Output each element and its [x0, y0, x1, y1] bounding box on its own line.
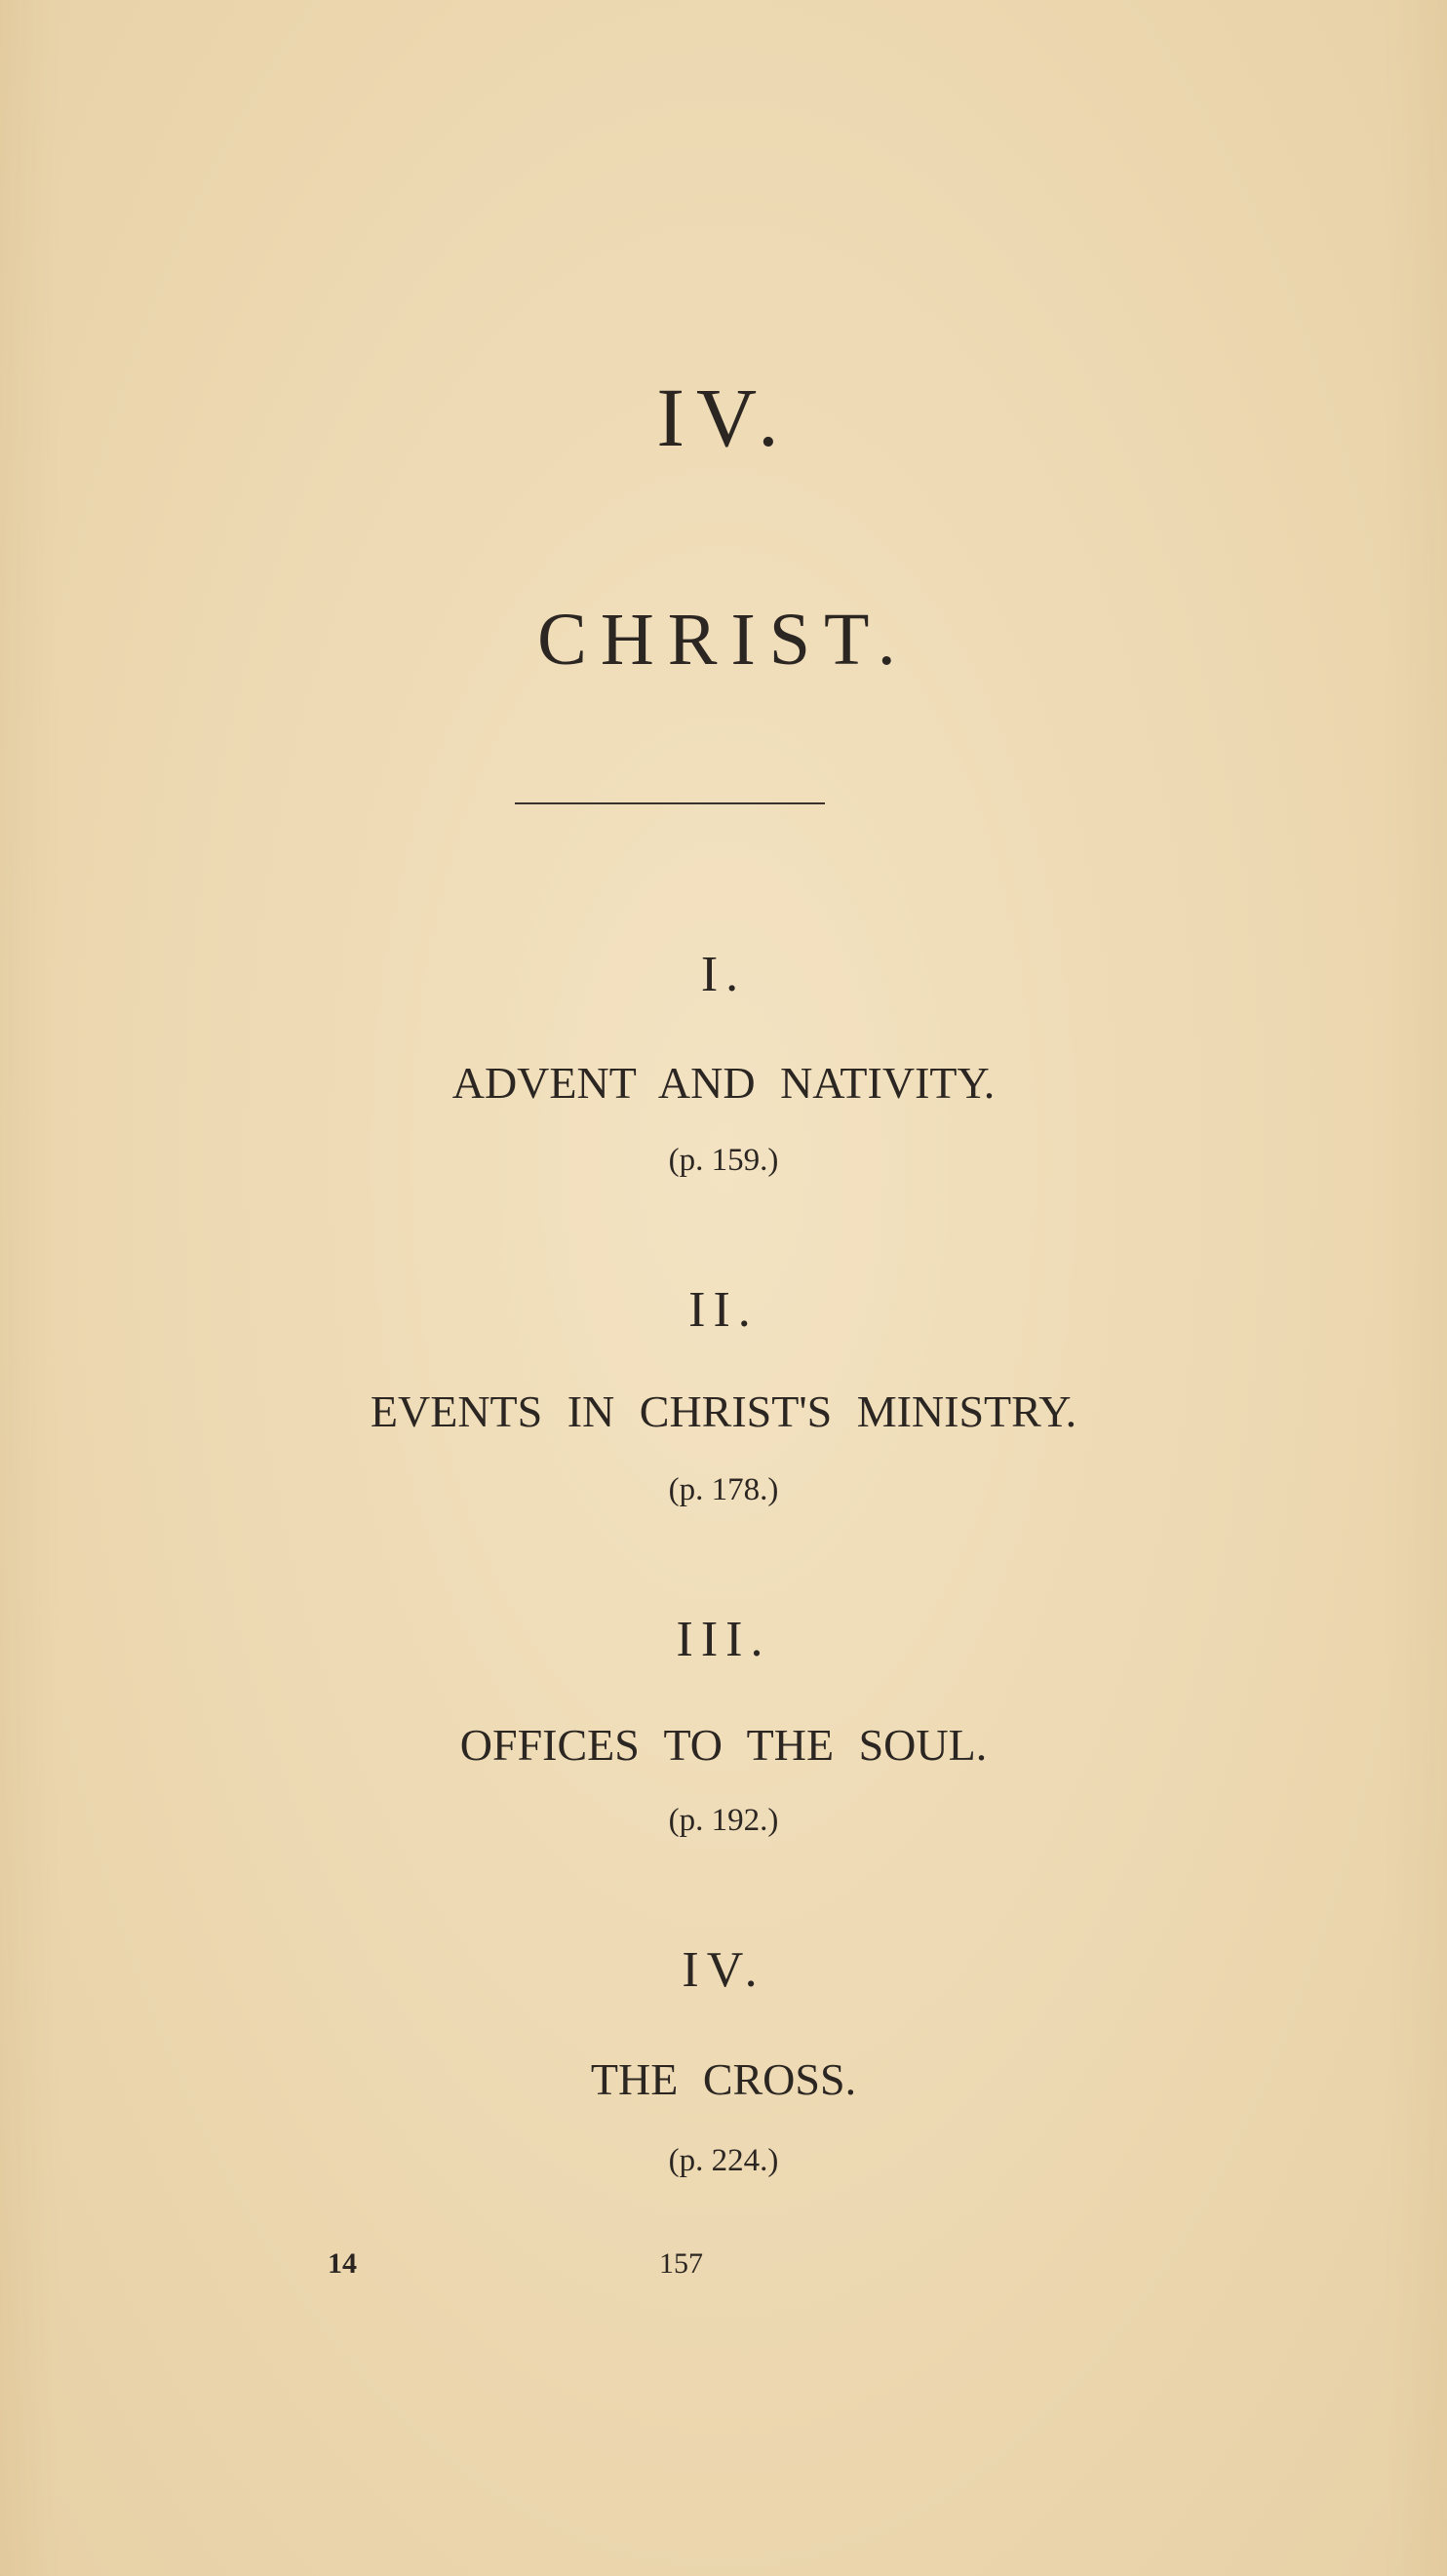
section-page-ref: (p. 159.): [668, 1143, 779, 1178]
part-title: CHRIST.: [537, 599, 910, 681]
section-number: I.: [700, 947, 747, 1002]
divider-rule: [515, 802, 825, 804]
section-title: ADVENT AND NATIVITY.: [451, 1058, 996, 1108]
section-number: IV.: [682, 1942, 765, 1998]
section-page-ref: (p. 192.): [668, 1803, 779, 1838]
section-number: II.: [688, 1282, 759, 1338]
section-page-ref: (p. 224.): [668, 2143, 779, 2178]
section-page-ref: (p. 178.): [668, 1472, 779, 1507]
section-title: EVENTS IN CHRIST'S MINISTRY.: [370, 1386, 1077, 1436]
signature-mark: 14: [328, 2247, 357, 2280]
page-number: 157: [659, 2247, 703, 2280]
section-number: III.: [676, 1612, 771, 1667]
part-number: IV.: [656, 371, 791, 464]
section-title: THE CROSS.: [590, 2054, 857, 2104]
section-title: OFFICES TO THE SOUL.: [459, 1720, 988, 1770]
